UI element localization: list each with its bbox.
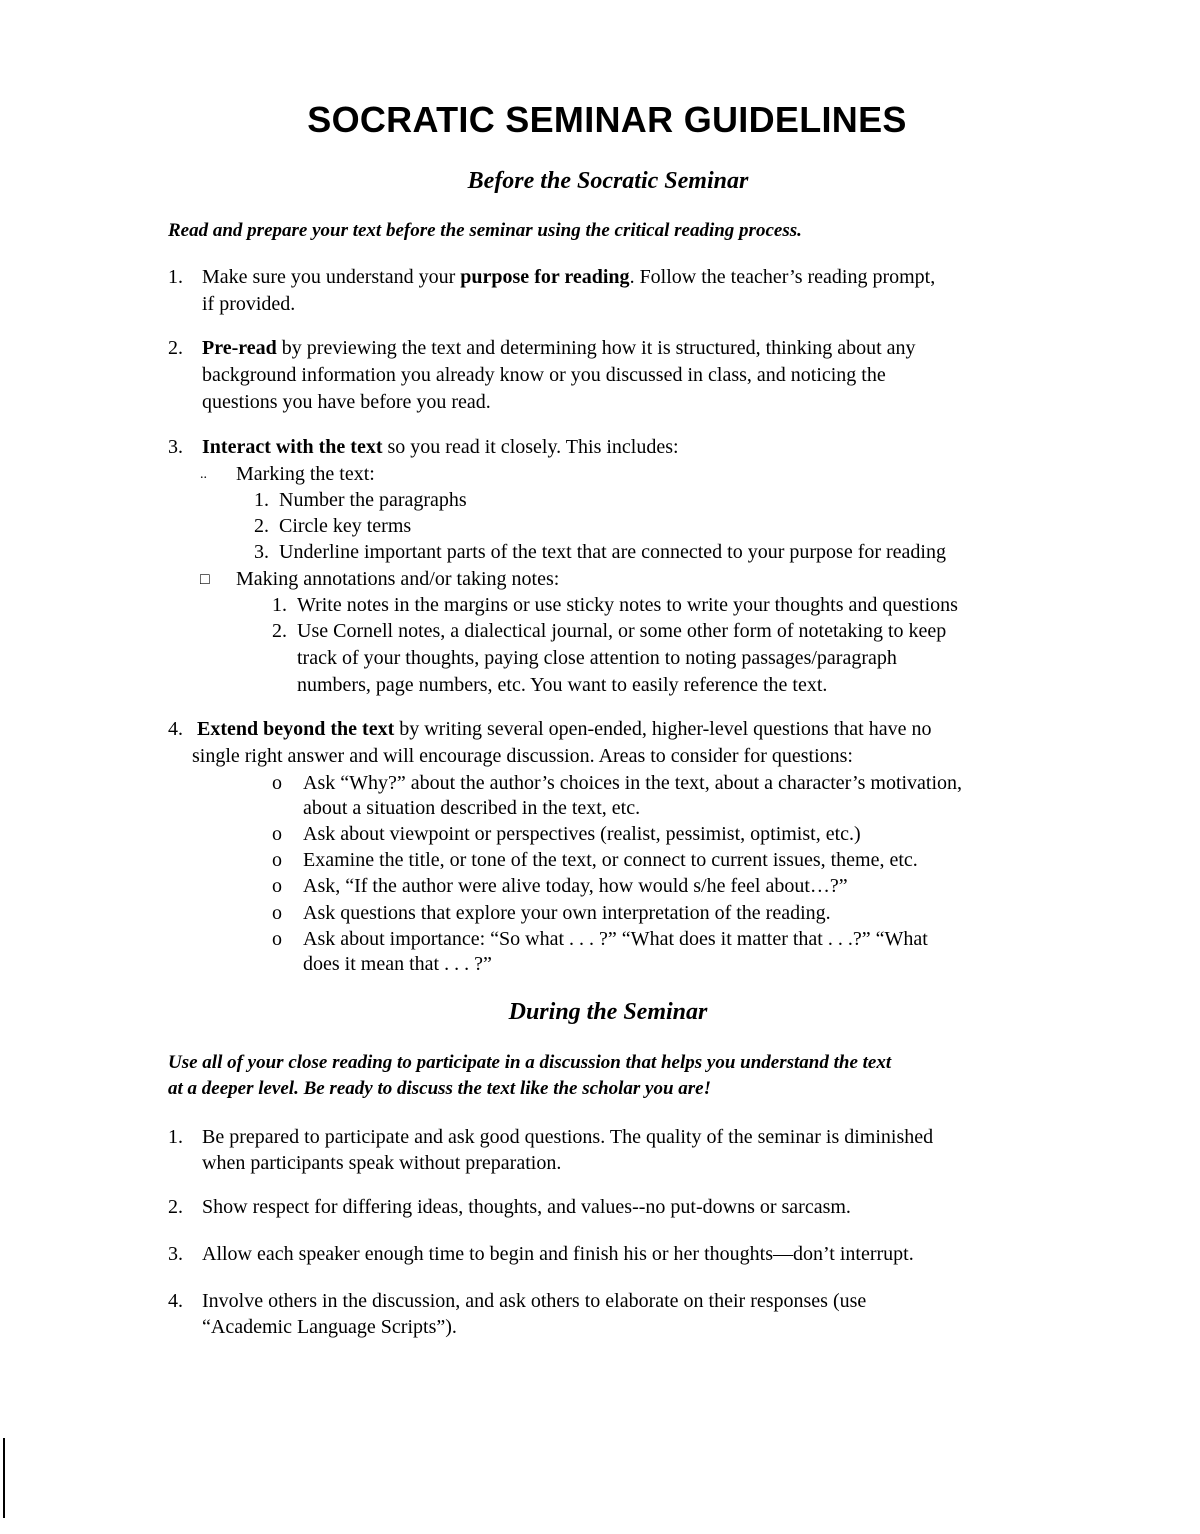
annotations-step-2-line-2: track of your thoughts, paying close attention to noting passages/paragraph [297, 647, 897, 669]
before-item-1-line-1: Make sure you understand your purpose for reading. Follow the teacher’s reading prompt, [202, 266, 936, 288]
marking-step-2: Circle key terms [279, 515, 412, 537]
question-bullet-2: Ask about viewpoint or perspectives (realist, pessimist, optimist, etc.) [303, 823, 861, 845]
during-item-4-line-1: Involve others in the discussion, and ask others to elaborate on their responses (use [202, 1290, 867, 1312]
question-bullet-4-mark: o [272, 875, 282, 897]
marking-step-1-number: 1. [254, 489, 269, 511]
marking-step-1: Number the paragraphs [279, 489, 467, 511]
before-item-2-number: 2. [168, 337, 183, 359]
annotations-label: Making annotations and/or taking notes: [236, 568, 560, 590]
before-item-4-number: 4. [168, 718, 183, 740]
question-bullet-3: Examine the title, or tone of the text, or connect to current issues, theme, etc. [303, 849, 918, 871]
annotations-step-2-number: 2. [272, 620, 287, 642]
marking-step-3-number: 3. [254, 541, 269, 563]
before-item-2-line-1: Pre-read by previewing the text and determining how it is structured, thinking about any [202, 337, 916, 359]
during-item-2-number: 2. [168, 1196, 183, 1218]
scan-edge-mark [3, 1438, 5, 1518]
question-bullet-5-mark: o [272, 902, 282, 924]
before-item-3-number: 3. [168, 436, 183, 458]
before-seminar-heading: Before the Socratic Seminar [467, 168, 749, 194]
question-bullet-1-line-2: about a situation described in the text, etc. [303, 797, 641, 819]
before-item-1-number: 1. [168, 266, 183, 288]
before-item-2-line-2: background information you already know or you discussed in class, and noticing the [202, 364, 886, 386]
during-item-4-line-2: “Academic Language Scripts”). [202, 1316, 457, 1338]
question-bullet-1-line-1: Ask “Why?” about the author’s choices in the text, about a character’s motivation, [303, 772, 963, 794]
marking-bullet: .. [200, 467, 207, 482]
during-item-2: Show respect for differing ideas, thoughts, and values--no put-downs or sarcasm. [202, 1196, 851, 1218]
page-title: SOCRATIC SEMINAR GUIDELINES [307, 99, 907, 140]
before-item-2-line-3: questions you have before you read. [202, 391, 491, 413]
during-item-4-number: 4. [168, 1290, 183, 1312]
marking-step-3: Underline important parts of the text that are connected to your purpose for reading [279, 541, 946, 563]
before-item-4-line-1: Extend beyond the text by writing several open-ended, higher-level questions that have no [197, 718, 932, 740]
during-seminar-intro-line-1: Use all of your close reading to participate in a discussion that helps you understand the text [168, 1052, 892, 1073]
question-bullet-5: Ask questions that explore your own interpretation of the reading. [303, 902, 831, 924]
question-bullet-3-mark: o [272, 849, 282, 871]
question-bullet-4: Ask, “If the author were alive today, how would s/he feel about…?” [303, 875, 848, 897]
annotations-step-1: Write notes in the margins or use sticky notes to write your thoughts and questions [297, 594, 958, 616]
before-item-4-line-2: single right answer and will encourage discussion. Areas to consider for questions: [192, 745, 853, 767]
before-item-1-line-2: if provided. [202, 293, 296, 315]
question-bullet-1-mark: o [272, 772, 282, 794]
during-seminar-intro-line-2: at a deeper level. Be ready to discuss the text like the scholar you are! [168, 1078, 712, 1099]
marking-step-2-number: 2. [254, 515, 269, 537]
question-bullet-6-line-2: does it mean that . . . ?” [303, 953, 492, 975]
during-item-1-line-2: when participants speak without preparation. [202, 1152, 562, 1174]
annotations-bullet: □ [200, 571, 210, 588]
during-item-3: Allow each speaker enough time to begin and finish his or her thoughts—don’t interrupt. [202, 1243, 914, 1265]
annotations-step-2-line-3: numbers, page numbers, etc. You want to easily reference the text. [297, 674, 828, 696]
during-seminar-heading: During the Seminar [508, 999, 708, 1025]
during-item-1-number: 1. [168, 1126, 183, 1148]
question-bullet-2-mark: o [272, 823, 282, 845]
annotations-step-2-line-1: Use Cornell notes, a dialectical journal, or some other form of notetaking to keep [297, 620, 947, 642]
before-item-3-line-1: Interact with the text so you read it closely. This includes: [202, 436, 679, 458]
question-bullet-6-line-1: Ask about importance: “So what . . . ?” “What does it matter that . . .?” “What [303, 928, 928, 950]
annotations-step-1-number: 1. [272, 594, 287, 616]
during-item-1-line-1: Be prepared to participate and ask good questions. The quality of the seminar is diminished [202, 1126, 934, 1148]
during-item-3-number: 3. [168, 1243, 183, 1265]
question-bullet-6-mark: o [272, 928, 282, 950]
before-seminar-intro: Read and prepare your text before the seminar using the critical reading process. [168, 220, 802, 241]
marking-text-label: Marking the text: [236, 463, 375, 485]
